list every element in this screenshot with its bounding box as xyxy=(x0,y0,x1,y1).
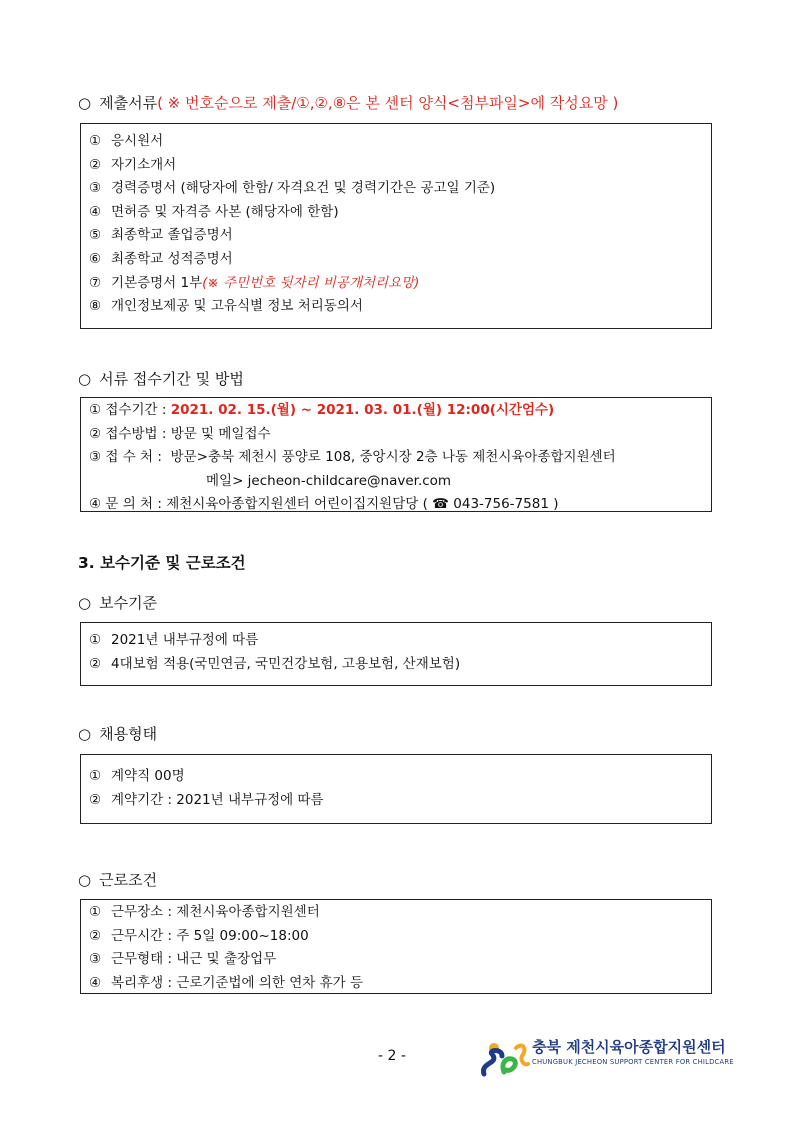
item-text: 경력증명서 (해당자에 한함/ 자격요건 및 경력기간은 공고일 기준) xyxy=(111,180,496,197)
list-item xyxy=(89,629,703,653)
list-item xyxy=(89,972,703,996)
item-text: 최종학교 졸업증명서 xyxy=(111,227,233,244)
list-item xyxy=(89,154,703,178)
list-item xyxy=(89,399,703,423)
submit-docs-box xyxy=(80,123,712,329)
item-text: 계약직 00명 xyxy=(111,768,185,784)
item-text: 개인정보제공 및 고유식별 정보 처리동의서 xyxy=(111,298,363,315)
item-text: 근무시간 : 주 5일 09:00~18:00 xyxy=(111,927,309,944)
pay-title: 보수기준 xyxy=(99,594,158,612)
item-text: 계약기간 : 2021년 내부규정에 따름 xyxy=(111,791,324,808)
item-number: ① xyxy=(89,904,102,920)
item-text: 최종학교 성적증명서 xyxy=(111,250,233,267)
item-text: 응시원서 xyxy=(111,133,164,149)
item-number: ② xyxy=(89,655,102,672)
list-item xyxy=(89,224,703,248)
item-number: ① xyxy=(89,133,102,149)
where-mail[interactable]: 메일> jecheon-childcare@naver.com xyxy=(206,472,452,489)
list-item xyxy=(89,201,703,225)
list-item xyxy=(89,653,703,677)
item-number: ② xyxy=(89,791,102,808)
item-number: ① xyxy=(89,632,102,648)
item-text: 2021년 내부규정에 따름 xyxy=(111,632,259,648)
item-number: ② xyxy=(89,156,102,173)
item-text: 복리후생 : 근로기준법에 의한 연차 휴가 등 xyxy=(111,974,363,991)
where-visit: 방문>충북 제천시 풍양로 108, 중앙시장 2층 나동 제천시육아종합지원센터 xyxy=(170,449,616,466)
employment-title: 채용형태 xyxy=(99,725,158,743)
item-text: 면허증 및 자격증 사본 (해당자에 한함) xyxy=(111,203,339,220)
list-item xyxy=(89,272,703,296)
conditions-title: 근로조건 xyxy=(99,871,158,889)
item-text: 자기소개서 xyxy=(111,156,177,173)
circle-bullet-icon: ○ xyxy=(78,594,92,612)
contact-phone: 043-756-7581 ) xyxy=(453,496,559,513)
item-number: ① xyxy=(89,768,102,784)
item-number: ⑤ xyxy=(89,227,102,244)
list-item xyxy=(89,765,703,789)
period-value: 2021. 02. 15.(월) ~ 2021. 03. 01.(월) 12:00(시간엄수) xyxy=(170,402,555,418)
employment-heading xyxy=(78,723,157,744)
item-note: (※ 주민번호 뒷자리 비공개처리요망) xyxy=(202,274,420,291)
item-text: 기본증명서 1부 xyxy=(111,274,203,291)
pay-box xyxy=(80,622,712,686)
list-item xyxy=(89,248,703,272)
list-item xyxy=(89,493,703,517)
item-number: ③ xyxy=(89,180,102,197)
item-number: ⑦ xyxy=(89,274,102,291)
list-item xyxy=(89,130,703,154)
item-text: 근무형태 : 내근 및 출장업무 xyxy=(111,951,277,968)
list-item xyxy=(89,177,703,201)
logo-name: 충북 제천시육아종합지원센터 xyxy=(532,1038,726,1056)
period-label: ① 접수기간 : xyxy=(89,402,167,418)
circle-bullet-icon: ○ xyxy=(78,94,92,112)
item-number: ⑧ xyxy=(89,298,102,315)
circle-bullet-icon: ○ xyxy=(78,370,92,388)
list-item xyxy=(89,948,703,972)
reception-title: 서류 접수기간 및 방법 xyxy=(99,370,244,388)
list-item xyxy=(89,789,703,813)
item-number: ④ xyxy=(89,974,102,991)
reception-heading xyxy=(78,368,244,389)
logo-subtitle: CHUNGBUK JECHEON SUPPORT CENTER FOR CHILDCARE xyxy=(532,1058,734,1066)
where-label: ③ 접 수 처 : xyxy=(89,449,162,466)
list-item xyxy=(89,446,703,470)
submit-docs-title: 제출서류 xyxy=(99,94,158,112)
list-item xyxy=(89,925,703,949)
page-number: - 2 - xyxy=(378,1048,406,1064)
submit-docs-heading xyxy=(78,92,618,113)
list-item xyxy=(89,423,703,447)
contact-label: ④ 문 의 처 : 제천시육아종합지원센터 어린이집지원담당 ( xyxy=(89,496,428,513)
employment-box xyxy=(80,754,712,824)
item-number: ③ xyxy=(89,951,102,968)
item-number: ② xyxy=(89,927,102,944)
circle-bullet-icon: ○ xyxy=(78,725,92,743)
item-text: 근무장소 : 제천시육아종합지원센터 xyxy=(111,904,320,920)
submit-docs-note: ( ※ 번호순으로 제출/①,②,⑧은 본 센터 양식<첨부파일>에 작성요망 ) xyxy=(157,94,619,112)
conditions-box xyxy=(80,899,712,994)
center-logo xyxy=(478,1032,734,1082)
conditions-heading xyxy=(78,869,157,890)
item-number: ⑥ xyxy=(89,250,102,267)
list-item xyxy=(89,901,703,925)
childcare-logo-icon xyxy=(478,1034,530,1080)
pay-heading xyxy=(78,592,157,613)
section-3-title: 3. 보수기준 및 근로조건 xyxy=(78,554,246,572)
reception-box xyxy=(80,397,712,512)
phone-icon: ☎ xyxy=(432,496,449,513)
method-text: ② 접수방법 : 방문 및 메일접수 xyxy=(89,425,271,442)
item-text: 4대보험 적용(국민연금, 국민건강보험, 고용보험, 산재보험) xyxy=(111,655,461,672)
list-item xyxy=(89,295,703,319)
list-item xyxy=(89,470,703,494)
circle-bullet-icon: ○ xyxy=(78,871,92,889)
item-number: ④ xyxy=(89,203,102,220)
